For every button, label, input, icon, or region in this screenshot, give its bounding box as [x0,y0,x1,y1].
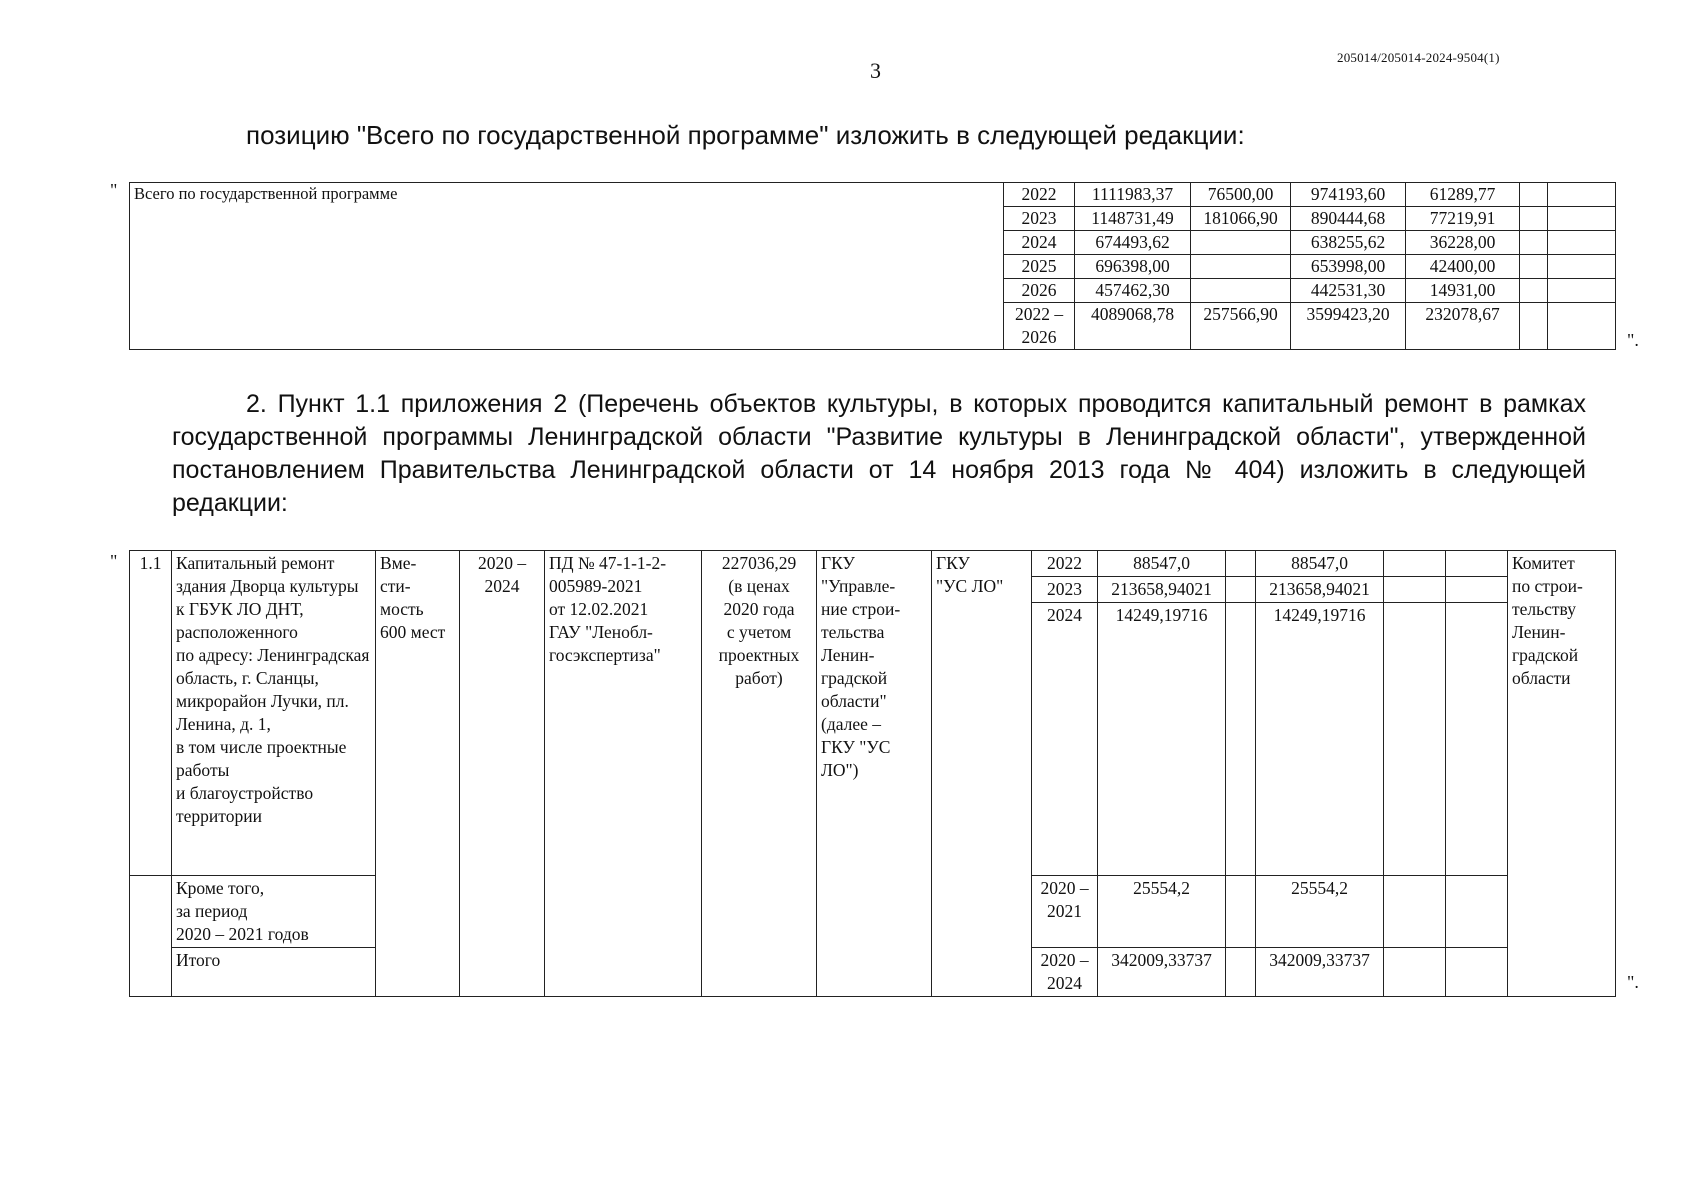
empty-cell [1446,577,1508,603]
empty-cell [1384,948,1446,997]
table-cell: 257566,90 [1191,303,1291,350]
table-cell: 1111983,37 [1075,183,1191,207]
empty-cell [1384,551,1446,577]
customer: ГКУ "Управле- ние строи- тельства Ленин- градской области" (далее – ГКУ "УС ЛО") [817,551,932,997]
developer: ГКУ "УС ЛО" [932,551,1032,997]
empty-cell [1384,577,1446,603]
page-number: 3 [870,58,881,83]
empty-cell [1226,948,1256,997]
table-cell: 674493,62 [1075,231,1191,255]
table-cell: 14249,19716 [1098,603,1226,876]
empty-cell [1520,303,1548,350]
item-number: 1.1 [130,551,172,876]
empty-cell [1446,876,1508,948]
table-cell [1191,279,1291,303]
table-cell: 2022 [1032,551,1098,577]
table-cell: 76500,00 [1191,183,1291,207]
table-cell: 342009,33737 [1256,948,1384,997]
empty-cell [1384,876,1446,948]
table-cell: 213658,94021 [1256,577,1384,603]
table-cell: 2020 – 2024 [1032,948,1098,997]
table-cell: 638255,62 [1291,231,1406,255]
empty-cell [1446,948,1508,997]
table-cell: 4089068,78 [1075,303,1191,350]
empty-cell [1226,876,1256,948]
table-cell: 2024 [1004,231,1075,255]
table-cell: 457462,30 [1075,279,1191,303]
table-cell: 2023 [1004,207,1075,231]
table-cell: 42400,00 [1406,255,1520,279]
empty-cell [1226,577,1256,603]
table-cell: 1148731,49 [1075,207,1191,231]
empty-cell [1548,207,1616,231]
document-code: 205014/205014-2024-9504(1) [1337,50,1500,65]
table-cell: 2023 [1032,577,1098,603]
object-name: Капитальный ремонт здания Дворца культуры к ГБУК ЛО ДНТ, расположенного по адресу: Ленинградская область, г. Сланцы, микрорайон Лучки, пл. Ленина, д. 1, в том числе проектные работы и благоустройство территории [172,551,376,876]
empty-cell [1446,603,1508,876]
table-cell: 213658,94021 [1098,577,1226,603]
paragraph-2: 2. Пункт 1.1 приложения 2 (Перечень объектов культуры, в которых проводится капитальный ремонт в рамках государственной программы Ленинградской области "Развитие культуры в Ленинградской области", утвержденной постановлением Правительства Ленинградской области от 14 ноября 2013 года № 404) изложить в следующей редакции: [172,390,1586,517]
empty-cell [130,876,172,997]
period: 2020 – 2024 [460,551,545,997]
empty-cell [1384,603,1446,876]
empty-cell [1446,551,1508,577]
table-cell: 77219,91 [1406,207,1520,231]
table-cell: 974193,60 [1291,183,1406,207]
table-cell [1191,231,1291,255]
table-cell: 181066,90 [1191,207,1291,231]
table-cell: 14249,19716 [1256,603,1384,876]
intro-text: позицию "Всего по государственной программе" изложить в следующей редакции: [246,120,1245,150]
program-total-label: Всего по государственной программе [130,183,1004,350]
table-cell: 442531,30 [1291,279,1406,303]
extra-label: Кроме того, за период 2020 – 2021 годов [172,876,376,948]
table-cell: 25554,2 [1098,876,1226,948]
table-cell: 3599423,20 [1291,303,1406,350]
table-cell: 890444,68 [1291,207,1406,231]
estimated-cost: 227036,29 (в ценах 2020 года с учетом проектных работ) [702,551,817,997]
program-total-table [129,182,1616,350]
empty-cell [1548,183,1616,207]
responsible: Комитет по строи- тельству Ленин- градской области [1508,551,1616,997]
empty-cell [1520,231,1548,255]
close-quote-1: ". [1627,330,1639,350]
empty-cell [1520,183,1548,207]
culture-objects-table [129,550,1616,997]
empty-cell [1520,279,1548,303]
table-cell: 653998,00 [1291,255,1406,279]
empty-cell [1226,603,1256,876]
empty-cell [1520,255,1548,279]
close-quote-2: ". [1627,972,1639,992]
table-cell: 61289,77 [1406,183,1520,207]
table-cell: 2025 [1004,255,1075,279]
table-cell: 2022 [1004,183,1075,207]
table-cell: 232078,67 [1406,303,1520,350]
table-cell: 696398,00 [1075,255,1191,279]
project-document: ПД № 47-1-1-2- 005989-2021 от 12.02.2021 ГАУ "Ленобл- госэкспертиза" [545,551,702,997]
table-cell [1191,255,1291,279]
table-cell: 88547,0 [1256,551,1384,577]
table-cell: 2024 [1032,603,1098,876]
table-cell: 88547,0 [1098,551,1226,577]
table-cell: 342009,33737 [1098,948,1226,997]
table-cell: 2022 – 2026 [1004,303,1075,350]
open-quote-2: " [110,551,118,571]
empty-cell [1520,207,1548,231]
empty-cell [1548,279,1616,303]
itogo-label: Итого [172,948,376,997]
empty-cell [1548,255,1616,279]
table-cell: 36228,00 [1406,231,1520,255]
table-cell: 25554,2 [1256,876,1384,948]
table-cell: 14931,00 [1406,279,1520,303]
open-quote-1: " [110,180,118,200]
capacity: Вме- сти- мость 600 мест [376,551,460,997]
table-cell: 2026 [1004,279,1075,303]
empty-cell [1226,551,1256,577]
empty-cell [1548,303,1616,350]
empty-cell [1548,231,1616,255]
table-cell: 2020 – 2021 [1032,876,1098,948]
